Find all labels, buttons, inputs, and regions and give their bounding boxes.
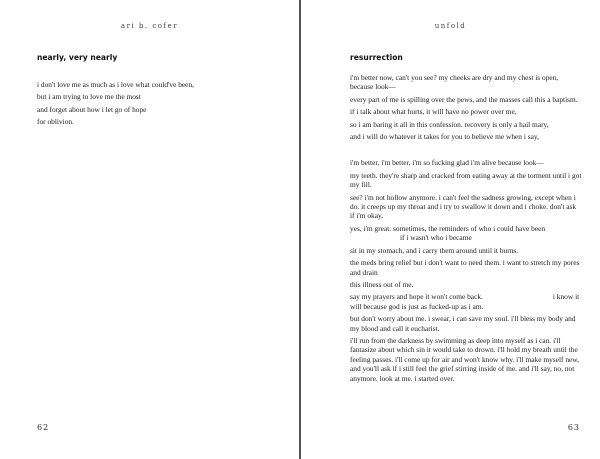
left-page (0, 0, 299, 459)
stanza-break (350, 144, 582, 158)
poem-line: yes, i'm great. sometimes, the reminders of who i could have been (350, 223, 546, 233)
right-page (301, 0, 600, 459)
poem-line-group (350, 292, 582, 311)
running-head-book-title: unfold (434, 22, 467, 30)
poem-line: worry about me. i swear, i can save my soul. i'll bless my body and my blood and call it eucharist. (350, 314, 576, 333)
poem-line: but i am trying to love me the most (37, 92, 141, 102)
poem-line-group (350, 314, 582, 333)
poem-line: if i wasn't who i became (400, 233, 472, 243)
poem-body (350, 73, 582, 386)
poem-line: but don't (350, 314, 376, 324)
poem-line: i know it will because god is just as fucked-up as i am. (350, 292, 580, 311)
poem-line: for oblivion. (37, 117, 74, 127)
poem-line: this illness out of me. (350, 279, 414, 289)
page-number: 63 (567, 423, 580, 432)
poem-line: say my prayers and hope it won't come back. (350, 292, 483, 302)
poem-body (37, 80, 267, 130)
poem-line: sit in my stomach, and i carry them around until it burns. (350, 245, 519, 255)
poem-line: and forget about how i let go of hope (37, 104, 147, 114)
page-number: 62 (37, 423, 50, 432)
poem-line: if i talk about what hurts, it will have no power over me, (350, 107, 517, 117)
poem-line-group (350, 336, 582, 383)
poem-line: i'm better now, can't you see? my cheeks are dry and my chest is open, because look— (350, 73, 559, 92)
poem-line: i'll run from the darkness by swimming as deep into myself as i can. i'll fantasize about which sin it would take to drown. i'll hold my breath until the feeling passes. i'll come up for air and won't know why. i'll make myself new, and you'll ask if i still feel the grief stirring inside of me. and i'll say, no, not anymore. look at me. (350, 335, 580, 383)
poem-line: i don't love me as much as i love what could've been, (37, 80, 195, 89)
poem-line: i'm better, i'm better, i'm so fucking glad i'm alive because look— (350, 158, 544, 168)
poem-line: every part of me is spilling over the pews, and the masses call this a baptism. (350, 94, 578, 104)
poem-line: i started over. (414, 373, 455, 383)
poem-line: see? i'm not hollow anymore. i can't feel the sadness growing, except when i do. it creeps up my throat and i try to swallow it down and i choke. don't ask if i'm okay. (350, 192, 577, 221)
poem-title: nearly, very nearly (37, 53, 118, 62)
poem-line-group (350, 224, 582, 243)
poem-line: so i am baring it all in this confession. recovery is only a hail mary, (350, 119, 549, 129)
poem-line: my teeth. they're sharp and cracked from eating away at the torment until i got my fill. (350, 170, 582, 190)
running-head-author: ari b. cofer (120, 22, 179, 30)
poem-line: and i will do whatever it takes for you to believe me when i say, (350, 132, 539, 142)
poem-line: the meds bring relief but i don't want to need them. i want to stretch my pores and drain (350, 258, 580, 277)
poem-title: resurrection (350, 53, 403, 62)
